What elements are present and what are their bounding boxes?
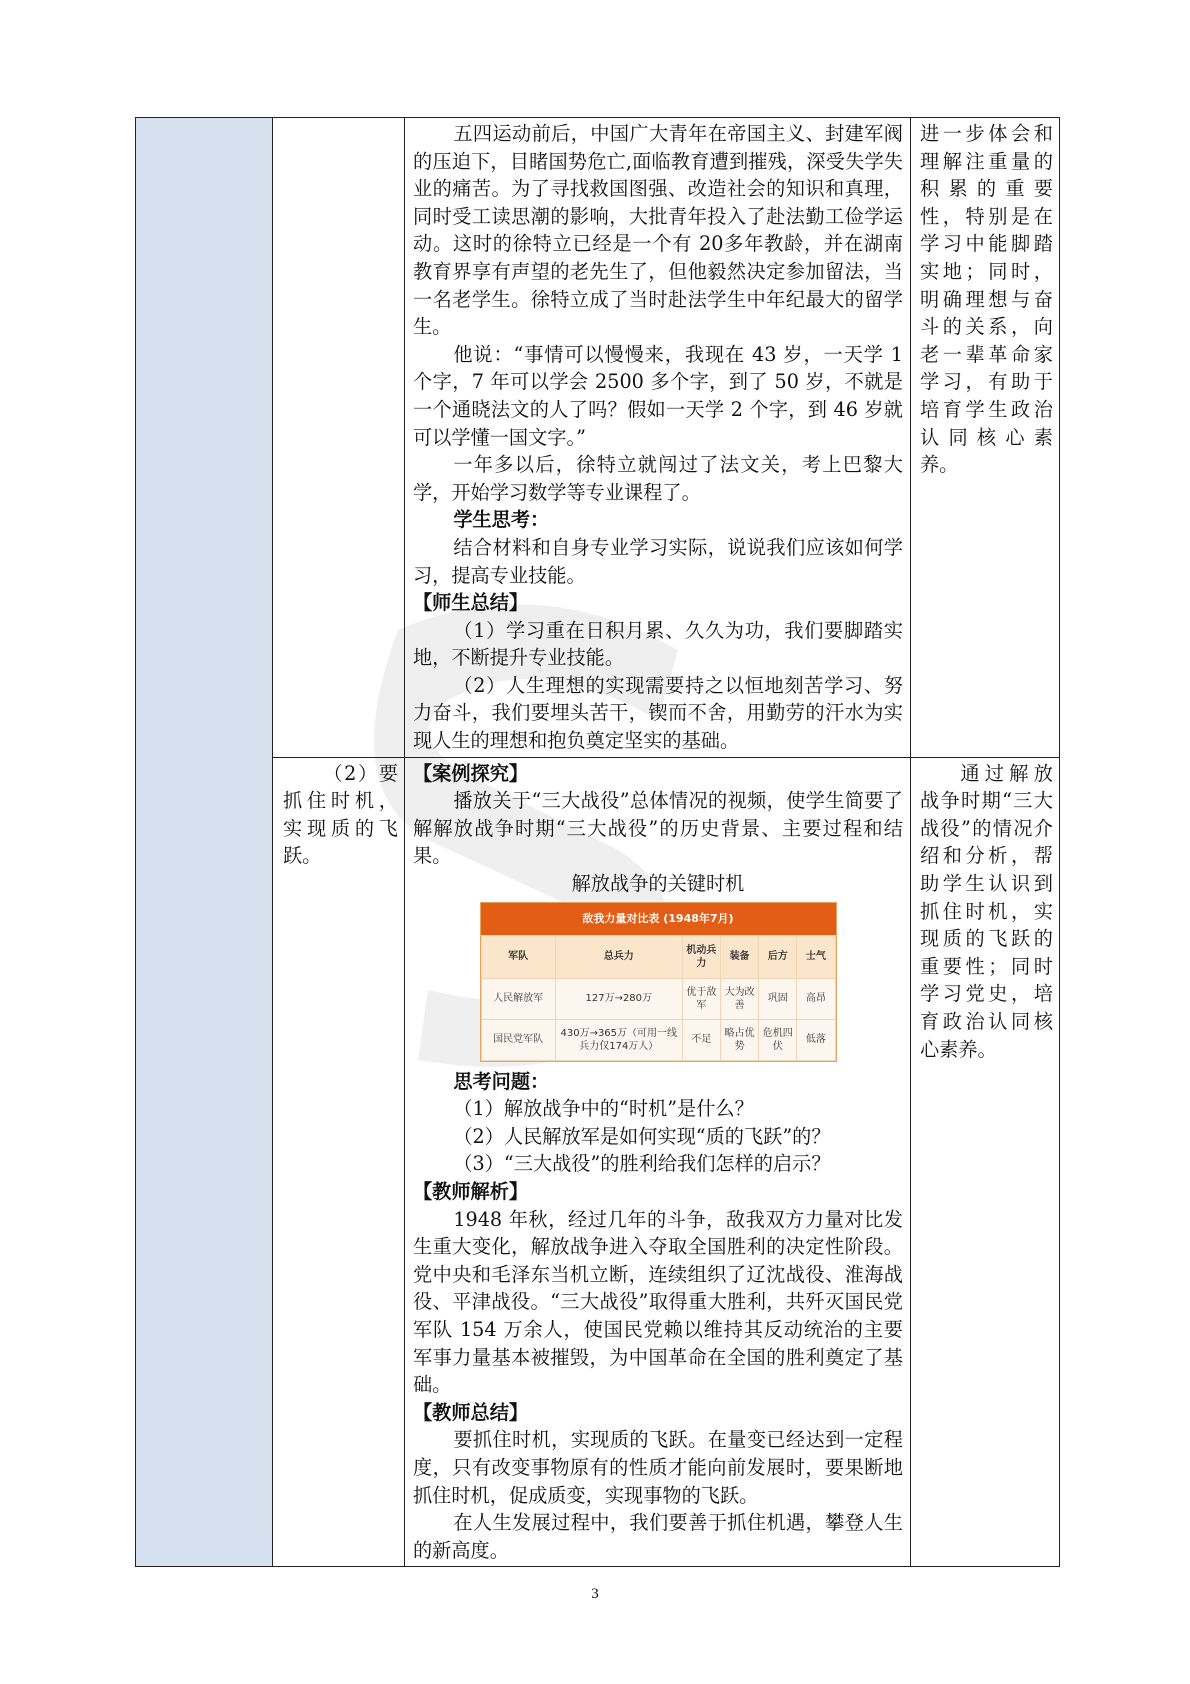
force-table-header: 装备 [721,935,759,978]
page-number: 3 [591,1586,599,1602]
summary-heading: 【师生总结】 [413,591,529,615]
force-table-header: 后方 [759,935,797,978]
content-cell-row1 [405,118,911,758]
force-table-cell: 高昂 [797,978,835,1019]
force-table-row [481,978,835,1019]
force-table-header: 士气 [797,935,835,978]
force-table-header-row [481,935,835,978]
force-table-cell: 127万→280万 [555,978,682,1019]
analysis-text: 1948 年秋，经过几年的斗争，敌我双方力量对比发生重大变化，解放战争进入夺取全国胜利的决定性阶段。党中央和毛泽东当机立断，连续组织了辽沈战役、淮海战役、平津战役。“三大战役”取得重大胜利，共歼灭国民党军队 154 万余人，使国民党赖以维持其反动统治的主要军事力量基本被摧毁，为中国革命在全国的胜利奠定了基础。 [413,1207,903,1397]
topic-text: （2）要抓住时机，实现质的飞跃。 [283,761,398,868]
force-table-title: 敌我力量对比表 (1948年7月) [481,903,836,935]
force-table-cell: 人民解放军 [481,978,555,1019]
force-table-header: 总兵力 [555,935,682,978]
force-table-header: 机动兵力 [682,935,720,978]
table-row-2 [136,757,1060,1567]
question-item: （1）解放战争中的“时机”是什么？ [453,1097,754,1121]
case-heading: 【案例探究】 [413,761,529,785]
student-thinking-heading: 学生思考： [453,508,550,532]
stage-column-cell [136,118,273,1567]
force-comparison-table [481,935,836,1061]
force-table-cell: 危机四伏 [759,1019,797,1060]
force-table-cell: 不足 [682,1019,720,1060]
force-comparison-image [480,902,837,1062]
analysis-heading: 【教师解析】 [413,1180,529,1203]
force-table-cell: 巩固 [759,978,797,1019]
summary-item: （1）学习重在日积月累、久久为功，我们要脚踏实地，不断提升专业技能。 [413,618,903,670]
design-intent-text: 通过解放战争时期“三大战役”的情况介绍和分析，帮助学生认识到抓住时机，实现质的飞跃的重要性；同时学习党史，培育政治认同核心素养。 [920,761,1053,1061]
force-table-cell: 优于敌军 [682,978,720,1019]
force-table-header: 军队 [481,935,555,978]
force-table-cell: 略占优势 [721,1019,759,1060]
force-table-cell: 低落 [797,1019,835,1060]
design-intent-cell-row1 [911,118,1060,758]
image-caption: 解放战争的关键时机 [571,872,745,896]
topic-cell [273,757,405,1567]
questions-heading: 思考问题： [453,1069,550,1093]
teacher-summary-item: 要抓住时机，实现质的飞跃。在量变已经达到一定程度，只有改变事物原有的性质才能向前发展时，要果断地抓住时机，促成质变，实现事物的飞跃。 [413,1428,903,1507]
story-paragraph: 他说：“事情可以慢慢来，我现在 43 岁，一天学 1 个字，7 年可以学会 2500 多个字，到了 50 岁，不就是一个通晓法文的人了吗？假如一天学 2 个字，到 46 岁就可以学懂一国文字。” [413,342,903,449]
case-text: 播放关于“三大战役”总体情况的视频，使学生简要了解解放战争时期“三大战役”的历史背景、主要过程和结果。 [413,789,903,868]
student-thinking-text: 结合材料和自身专业学习实际，说说我们应该如何学习，提高专业技能。 [413,535,903,587]
content-cell-row2 [405,757,911,1567]
force-table-cell: 大为改善 [721,978,759,1019]
topic-cell-empty [273,118,405,758]
question-item: （3）“三大战役”的胜利给我们怎样的启示？ [453,1152,831,1176]
teacher-summary-item: 在人生发展过程中，我们要善于抓住机遇，攀登人生的新高度。 [413,1511,903,1562]
force-table-row [481,1019,835,1060]
lesson-table [135,117,1060,1567]
summary-item: （2）人生理想的实现需要持之以恒地刻苦学习、努力奋斗，我们要埋头苦干，锲而不舍，用勤劳的汗水为实现人生的理想和抱负奠定坚实的基础。 [413,673,903,753]
teacher-summary-heading: 【教师总结】 [413,1400,529,1424]
story-paragraph: 五四运动前后，中国广大青年在帝国主义、封建军阀的压迫下，目睹国势危亡,面临教育遭到摧残，深受失学失业的痛苦。为了寻找救国图强、改造社会的知识和真理，同时受工读思潮的影响，大批青年投入了赴法勤工俭学运动。这时的徐特立已经是一个有 20多年教龄，并在湖南教育界享有声望的老先生了，但他毅然决定参加留法，当一名老学生。徐特立成了当时赴法学生中年纪最大的留学生。 [413,122,903,339]
table-row-1 [136,118,1060,758]
story-paragraph: 一年多以后，徐特立就闯过了法文关，考上巴黎大学，开始学习数学等专业课程了。 [413,453,903,504]
force-table-cell: 430万→365万（可用一线兵力仅174万人） [555,1019,682,1060]
force-table-cell: 国民党军队 [481,1019,555,1060]
design-intent-cell-row2 [911,757,1060,1567]
design-intent-text: 进一步体会和理解注重量的积累的重要性，特别是在学习中能脚踏实地；同时，明确理想与奋斗的关系，向老一辈革命家学习，有助于培育学生政治认同核心素养。 [920,122,1053,477]
question-item: （2）人民解放军是如何实现“质的飞跃”的？ [453,1124,831,1148]
